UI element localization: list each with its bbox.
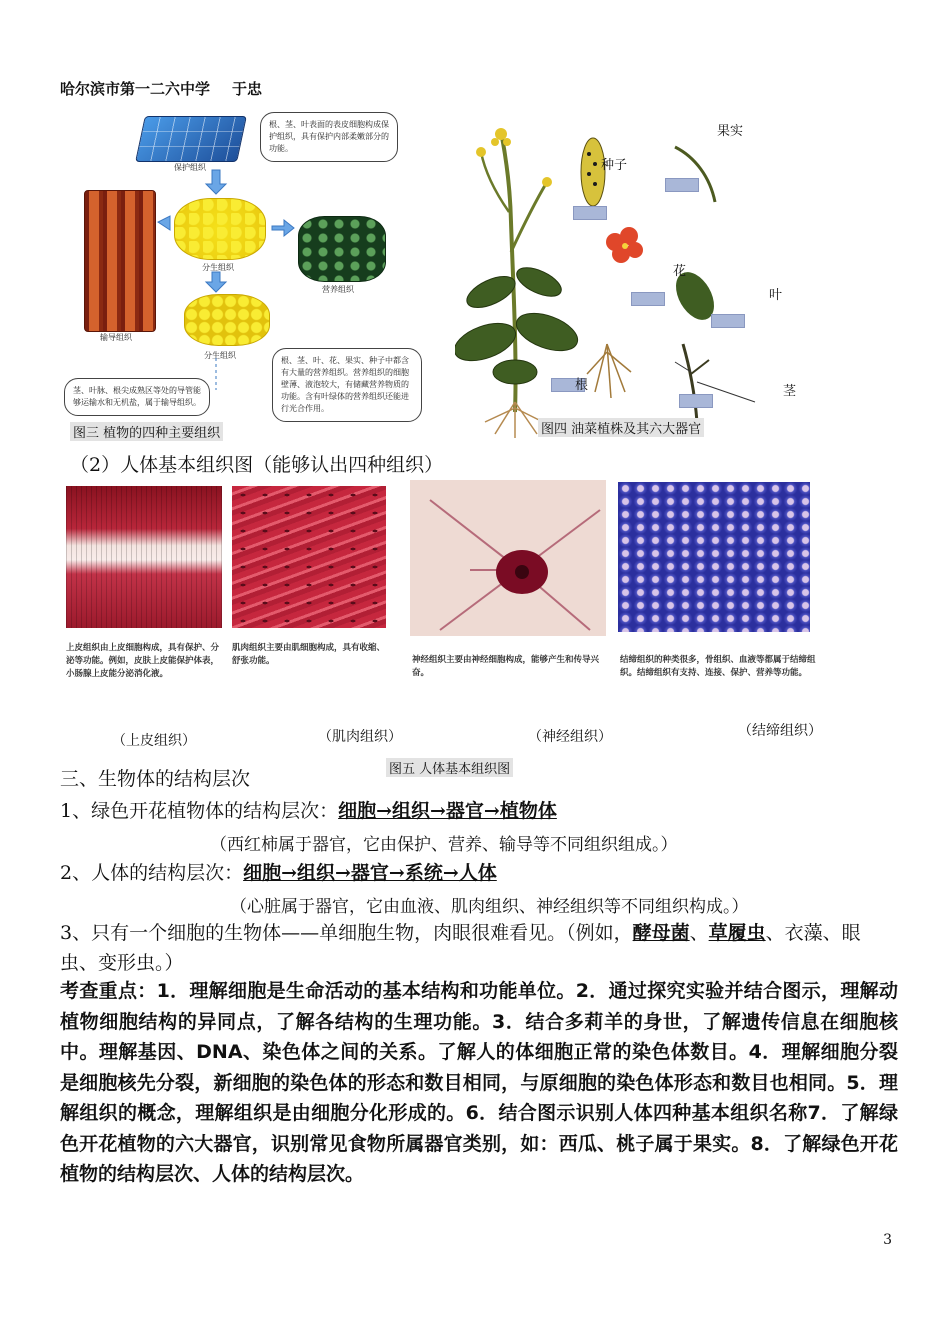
figure3-caption: 图三 植物的四种主要组织 <box>70 422 223 441</box>
tissue-name-connective: （结缔组织） <box>738 723 822 739</box>
author-name: 于忠 <box>232 80 263 98</box>
epithelial-caption: 上皮组织由上皮细胞构成，具有保护、分泌等功能。例如，皮肤上皮能保护体表，小肠腺上皮能分泌消化液。 <box>66 643 220 679</box>
organ-label-seed: 种子 <box>601 158 628 173</box>
section2-title: （2）人体基本组织图（能够认出四种组织） <box>70 454 444 476</box>
epithelial-tissue-photo <box>66 486 222 628</box>
tissue-name-epithelial: （上皮组织） <box>112 733 196 749</box>
organ-label-fruit: 果实 <box>717 124 744 139</box>
section3-item3 <box>60 918 898 978</box>
item3-example-paramecium: 草履虫 <box>708 922 766 944</box>
section3-item1-note: （西红柿属于器官，它由保护、营养、输导等不同组织组成。） <box>210 835 678 855</box>
meristem-tissue-label: 分生组织 <box>202 263 234 272</box>
answer-blank-stem[interactable] <box>679 394 713 408</box>
school-name: 哈尔滨市第一二六中学 <box>60 80 211 98</box>
connective-tissue-photo <box>618 482 810 632</box>
arrow-down-icon <box>206 272 226 292</box>
section3-item1 <box>60 796 557 826</box>
answer-blank-flower[interactable] <box>631 292 665 306</box>
meristem-tissue-label-2: 分生组织 <box>204 351 236 360</box>
figure4-caption: 图四 油菜植株及其六大器官 <box>538 418 704 437</box>
section3-item2-note: （心脏属于器官，它由血液、肌肉组织、神经组织等不同组织构成。） <box>230 897 749 917</box>
item2-prefix: 2、人体的结构层次： <box>60 862 244 884</box>
organ-label-flower: 花 <box>673 264 687 279</box>
organ-label-stem: 茎 <box>783 384 797 399</box>
arrow-up-icon <box>206 170 226 194</box>
callout-conductive: 茎、叶脉、根尖成熟区等处的导管能够运输水和无机盐，属于输导组织。 <box>64 378 210 416</box>
muscle-caption: 肌肉组织主要由肌细胞构成，具有收缩、舒张功能。 <box>232 643 386 666</box>
answer-blank-fruit[interactable] <box>665 178 699 192</box>
nerve-tissue-photo <box>410 480 606 636</box>
organ-label-leaf: 叶 <box>769 288 783 303</box>
item3-rest: 、衣藻、眼虫、变形虫。） <box>60 922 861 974</box>
callout-nutrient: 根、茎、叶、花、果实、种子中都含有大量的营养组织。营养组织的细胞壁薄、液泡较大，有储藏营养物质的功能。含有叶绿体的营养组织还能进行光合作用。 <box>272 348 422 422</box>
protective-tissue-label: 保护组织 <box>174 163 206 172</box>
item1-prefix: 1、绿色开花植物体的结构层次： <box>60 800 339 822</box>
callout-protective: 根、茎、叶表面的表皮细胞构成保护组织，具有保护内部柔嫩部分的功能。 <box>260 112 398 162</box>
section3-title: 三、生物体的结构层次 <box>60 768 251 790</box>
item3-example-yeast: 酵母菌 <box>632 922 690 944</box>
tissue-name-nerve: （神经组织） <box>528 729 612 745</box>
figure-rapeseed-plant <box>455 112 797 442</box>
answer-blank-leaf[interactable] <box>711 314 745 328</box>
muscle-tissue-photo <box>232 486 386 628</box>
item2-answer: 细胞→组织→器官→系统→人体 <box>243 862 497 884</box>
conductive-tissue-label: 输导组织 <box>100 333 132 342</box>
item1-answer: 细胞→组织→器官→植物体 <box>338 800 557 822</box>
page-number: 3 <box>883 1232 892 1248</box>
nutrient-tissue-label: 营养组织 <box>322 285 354 294</box>
arrow-left-icon <box>158 216 170 230</box>
figure-plant-tissues <box>62 112 482 442</box>
item3-text: 3、只有一个细胞的生物体——单细胞生物，肉眼很难看见。（例如， <box>60 922 633 944</box>
figure5-caption: 图五 人体基本组织图 <box>386 758 513 777</box>
answer-blank-seed[interactable] <box>573 206 607 220</box>
tissue-name-muscle: （肌肉组织） <box>318 729 402 745</box>
arrow-right-icon <box>272 220 294 236</box>
nerve-caption: 神经组织主要由神经细胞构成，能够产生和传导兴奋。 <box>412 655 600 678</box>
connective-caption: 结缔组织的种类很多，骨组织、血液等都属于结缔组织。结缔组织有支持、连接、保护、营养等功能。 <box>620 655 816 678</box>
item3-separator: 、 <box>689 922 709 944</box>
page-header <box>60 78 262 99</box>
organ-label-root: 根 <box>575 378 589 393</box>
key-points: 考查重点：1．理解细胞是生命活动的基本结构和功能单位。2．通过探究实验并结合图示，理解动植物细胞结构的异同点，了解各结构的生理功能。3．结合多莉羊的身世，了解遗传信息在细胞核中。理解基因、DNA、染色体之间的关系。了解人的体细胞正常的染色体数目。4．理解细胞分裂是细胞核先分裂，新细胞的染色体的形态和数目相同，与原细胞的染色体形态和数目也相同。5．理解组织的概念，理解组织是由细胞分化形成的。6．结合图示识别人体四种基本组织名称7．了解绿色开花植物的六大器官，识别常见食物所属器官类别，如：西瓜、桃子属于果实。8．了解绿色开花植物的结构层次、人体的结构层次。 <box>60 980 898 1185</box>
section3-item2 <box>60 858 497 888</box>
